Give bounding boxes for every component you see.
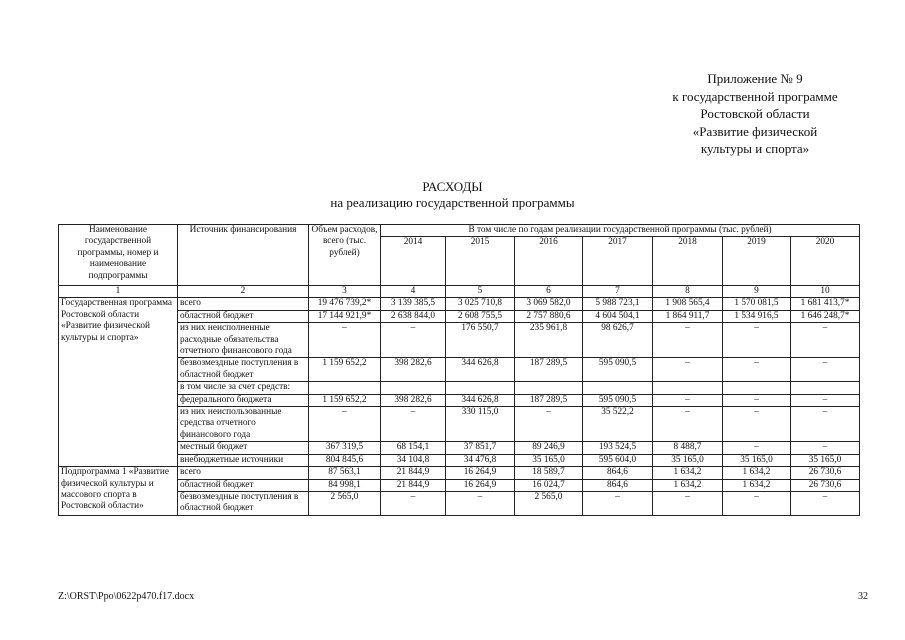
table-row bbox=[59, 467, 860, 479]
value-cell: 26 730,6 bbox=[791, 479, 860, 491]
value-cell: 26 730,6 bbox=[791, 467, 860, 479]
value-cell: – bbox=[791, 358, 860, 382]
value-cell: 34 104,8 bbox=[381, 454, 446, 466]
column-number: 3 bbox=[309, 286, 381, 298]
value-cell: 1 908 565,4 bbox=[653, 298, 723, 310]
value-cell: 187 289,5 bbox=[515, 358, 583, 382]
value-cell: – bbox=[653, 323, 723, 358]
header-year: 2018 bbox=[653, 237, 723, 286]
header-total: Объем расходов, всего (тыс. рублей) bbox=[309, 225, 381, 286]
value-cell: – bbox=[381, 323, 446, 358]
value-cell: – bbox=[381, 407, 446, 442]
value-cell: 35 522,2 bbox=[583, 407, 653, 442]
document-title: РАСХОДЫ bbox=[422, 179, 483, 194]
header-year: 2019 bbox=[723, 237, 791, 286]
column-number: 10 bbox=[791, 286, 860, 298]
value-cell: – bbox=[723, 407, 791, 442]
value-cell: 21 844,9 bbox=[381, 479, 446, 491]
value-cell bbox=[381, 382, 446, 394]
value-cell: 35 165,0 bbox=[515, 454, 583, 466]
value-cell: – bbox=[653, 358, 723, 382]
value-cell: 16 264,9 bbox=[446, 467, 515, 479]
value-cell: – bbox=[723, 491, 791, 515]
header-name: Наименование государственной программы, номер и наименование подпрограммы bbox=[59, 225, 178, 286]
value-cell: 3 139 385,5 bbox=[381, 298, 446, 310]
appendix-block bbox=[620, 70, 890, 158]
column-number: 8 bbox=[653, 286, 723, 298]
column-number: 6 bbox=[515, 286, 583, 298]
value-cell: 344 626,8 bbox=[446, 358, 515, 382]
footer-file-path: Z:\ORST\Ppo\0622p470.f17.docx bbox=[58, 591, 195, 602]
value-cell: 1 159 652,2 bbox=[309, 394, 381, 406]
value-cell: 176 550,7 bbox=[446, 323, 515, 358]
value-cell bbox=[446, 382, 515, 394]
appendix-line: Приложение № 9 bbox=[707, 71, 803, 86]
footer-page-number: 32 bbox=[858, 591, 868, 602]
source-cell: местный бюджет bbox=[178, 442, 309, 454]
column-number: 5 bbox=[446, 286, 515, 298]
value-cell: 35 165,0 bbox=[653, 454, 723, 466]
document-subtitle: на реализацию государственной программы bbox=[330, 195, 575, 210]
value-cell: – bbox=[723, 394, 791, 406]
header-year: 2016 bbox=[515, 237, 583, 286]
appendix-line: «Развитие физической bbox=[692, 123, 818, 139]
value-cell: 1 634,2 bbox=[723, 479, 791, 491]
value-cell: 193 524,5 bbox=[583, 442, 653, 454]
table-row bbox=[59, 358, 860, 382]
table-row bbox=[59, 454, 860, 466]
value-cell: 595 090,5 bbox=[583, 358, 653, 382]
source-cell: всего bbox=[178, 298, 309, 310]
value-cell: 1 681 413,7* bbox=[791, 298, 860, 310]
source-cell: областной бюджет bbox=[178, 479, 309, 491]
value-cell bbox=[515, 382, 583, 394]
column-number: 9 bbox=[723, 286, 791, 298]
value-cell: 1 159 652,2 bbox=[309, 358, 381, 382]
value-cell: – bbox=[791, 407, 860, 442]
program-name-cell: Подпрограмма 1 «Развитие физической культуры и массового спорта в Ростовской области» bbox=[59, 467, 178, 516]
appendix-line: Ростовской области bbox=[700, 106, 810, 121]
table-row bbox=[59, 310, 860, 322]
value-cell: 37 851,7 bbox=[446, 442, 515, 454]
value-cell: 344 626,8 bbox=[446, 394, 515, 406]
value-cell: 17 144 921,9* bbox=[309, 310, 381, 322]
value-cell: 18 589,7 bbox=[515, 467, 583, 479]
header-year: 2014 bbox=[381, 237, 446, 286]
source-cell: внебюджетные источники bbox=[178, 454, 309, 466]
value-cell: 1 634,2 bbox=[653, 467, 723, 479]
value-cell bbox=[653, 382, 723, 394]
value-cell: 2 565,0 bbox=[309, 491, 381, 515]
value-cell: 398 282,6 bbox=[381, 394, 446, 406]
value-cell: 187 289,5 bbox=[515, 394, 583, 406]
value-cell: 16 264,9 bbox=[446, 479, 515, 491]
value-cell: 1 570 081,5 bbox=[723, 298, 791, 310]
column-number: 7 bbox=[583, 286, 653, 298]
table-row bbox=[59, 407, 860, 442]
value-cell: 19 476 739,2* bbox=[309, 298, 381, 310]
value-cell: 68 154,1 bbox=[381, 442, 446, 454]
table-row bbox=[59, 323, 860, 358]
value-cell: 1 634,2 bbox=[723, 467, 791, 479]
value-cell: 87 563,1 bbox=[309, 467, 381, 479]
value-cell: 235 961,8 bbox=[515, 323, 583, 358]
header-year: 2017 bbox=[583, 237, 653, 286]
value-cell: – bbox=[791, 491, 860, 515]
value-cell: 804 845,6 bbox=[309, 454, 381, 466]
value-cell: 84 998,1 bbox=[309, 479, 381, 491]
value-cell: 34 476,8 bbox=[446, 454, 515, 466]
value-cell: 367 319,5 bbox=[309, 442, 381, 454]
value-cell: 2 608 755,5 bbox=[446, 310, 515, 322]
table-row bbox=[59, 394, 860, 406]
table-row bbox=[59, 479, 860, 491]
value-cell: 1 864 911,7 bbox=[653, 310, 723, 322]
value-cell: – bbox=[309, 323, 381, 358]
table-row bbox=[59, 442, 860, 454]
header-by-years: В том числе по годам реализации государственной программы (тыс. рублей) bbox=[381, 225, 860, 237]
value-cell: 89 246,9 bbox=[515, 442, 583, 454]
table-row bbox=[59, 382, 860, 394]
value-cell bbox=[723, 382, 791, 394]
value-cell: – bbox=[583, 491, 653, 515]
value-cell: 2 565,0 bbox=[515, 491, 583, 515]
header-year: 2020 bbox=[791, 237, 860, 286]
value-cell: 330 115,0 bbox=[446, 407, 515, 442]
value-cell: 1 634,2 bbox=[653, 479, 723, 491]
value-cell: – bbox=[791, 442, 860, 454]
appendix-line: культуры и спорта» bbox=[700, 141, 810, 156]
value-cell: 398 282,6 bbox=[381, 358, 446, 382]
source-cell: федерального бюджета bbox=[178, 394, 309, 406]
value-cell: – bbox=[653, 491, 723, 515]
value-cell: 8 488,7 bbox=[653, 442, 723, 454]
source-cell: областной бюджет bbox=[178, 310, 309, 322]
header-source: Источник финансирования bbox=[178, 225, 309, 286]
value-cell: – bbox=[309, 407, 381, 442]
value-cell: 2 638 844,0 bbox=[381, 310, 446, 322]
value-cell: – bbox=[653, 407, 723, 442]
value-cell: – bbox=[791, 323, 860, 358]
table-row bbox=[59, 491, 860, 515]
value-cell: 35 165,0 bbox=[723, 454, 791, 466]
value-cell: 3 025 710,8 bbox=[446, 298, 515, 310]
source-cell: безвозмездные поступления в областной бюджет bbox=[178, 491, 309, 515]
source-cell: из них неисполненные расходные обязательства отчетного финансового года bbox=[178, 323, 309, 358]
column-number-row bbox=[59, 286, 860, 298]
table-body bbox=[59, 225, 860, 516]
header-year: 2015 bbox=[446, 237, 515, 286]
value-cell: 2 757 880,6 bbox=[515, 310, 583, 322]
appendix-line: к государственной программе bbox=[672, 88, 838, 104]
value-cell: 864,6 bbox=[583, 479, 653, 491]
source-cell: в том числе за счет средств: bbox=[178, 382, 309, 394]
value-cell: 4 604 504,1 bbox=[583, 310, 653, 322]
value-cell: 3 069 582,0 bbox=[515, 298, 583, 310]
source-cell: безвозмездные поступления в областной бюджет bbox=[178, 358, 309, 382]
value-cell: 1 646 248,7* bbox=[791, 310, 860, 322]
column-number: 2 bbox=[178, 286, 309, 298]
value-cell: – bbox=[653, 394, 723, 406]
value-cell bbox=[791, 382, 860, 394]
value-cell: – bbox=[515, 407, 583, 442]
value-cell: 1 534 916,5 bbox=[723, 310, 791, 322]
program-name-cell: Государственная программа Ростовской области «Развитие физической культуры и спорта» bbox=[59, 298, 178, 467]
value-cell: 98 626,7 bbox=[583, 323, 653, 358]
value-cell bbox=[309, 382, 381, 394]
value-cell: 35 165,0 bbox=[791, 454, 860, 466]
value-cell: 595 604,0 bbox=[583, 454, 653, 466]
value-cell: – bbox=[723, 358, 791, 382]
value-cell: 864,6 bbox=[583, 467, 653, 479]
expenses-table bbox=[58, 224, 860, 516]
header-row bbox=[59, 225, 860, 237]
source-cell: из них неиспользованные средства отчетного финансового года bbox=[178, 407, 309, 442]
value-cell: 16 024,7 bbox=[515, 479, 583, 491]
column-number: 1 bbox=[59, 286, 178, 298]
value-cell: – bbox=[723, 442, 791, 454]
value-cell: 21 844,9 bbox=[381, 467, 446, 479]
column-number: 4 bbox=[381, 286, 446, 298]
value-cell: 595 090,5 bbox=[583, 394, 653, 406]
source-cell: всего bbox=[178, 467, 309, 479]
value-cell: – bbox=[723, 323, 791, 358]
value-cell bbox=[583, 382, 653, 394]
value-cell: 5 988 723,1 bbox=[583, 298, 653, 310]
value-cell: – bbox=[381, 491, 446, 515]
table-row bbox=[59, 298, 860, 310]
value-cell: – bbox=[446, 491, 515, 515]
value-cell: – bbox=[791, 394, 860, 406]
